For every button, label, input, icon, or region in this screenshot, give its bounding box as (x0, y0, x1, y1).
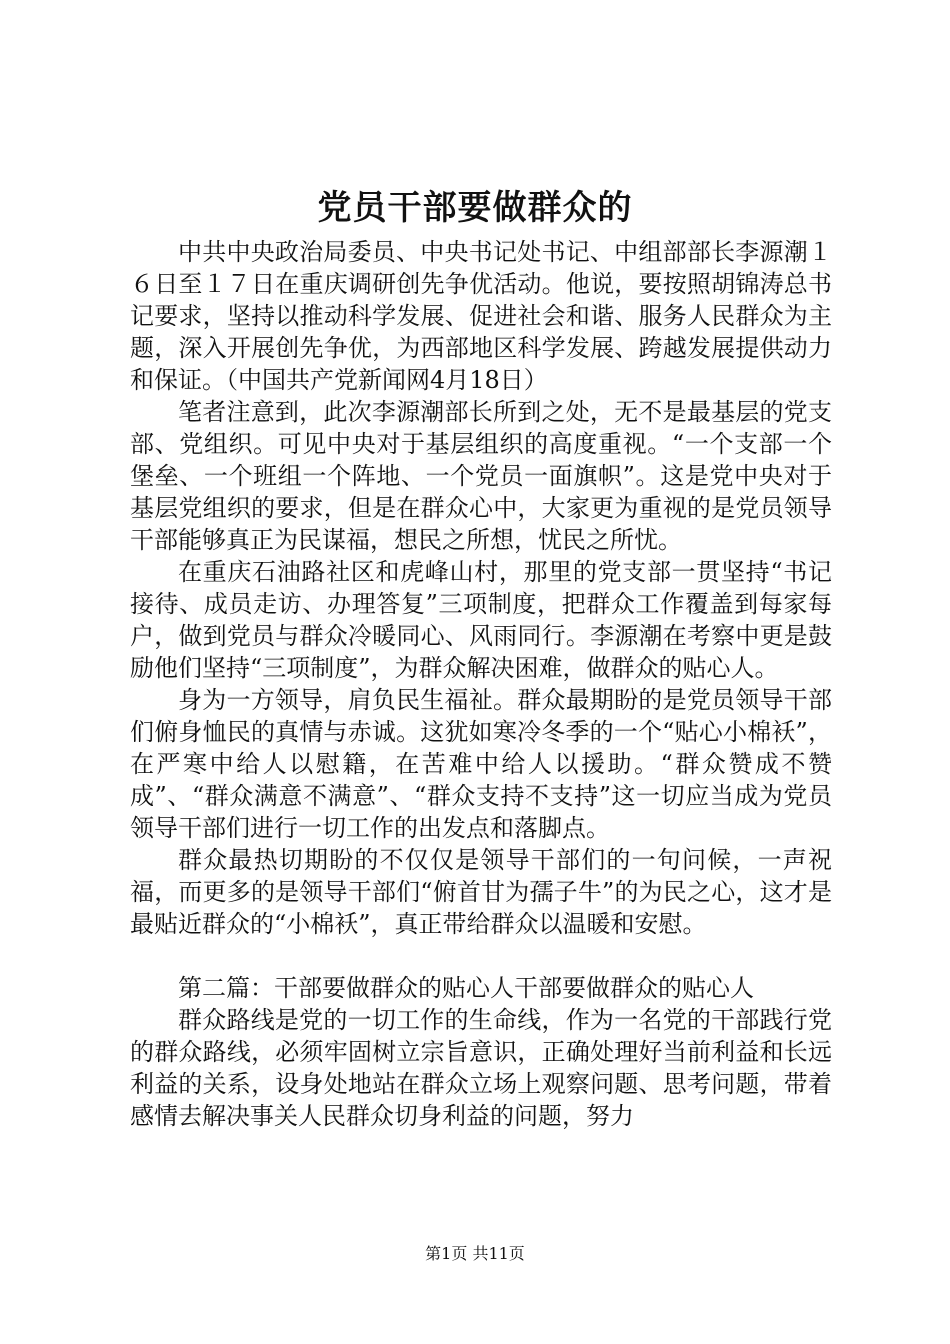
document-title: 党员干部要做群众的 (317, 188, 633, 228)
paragraph: 在重庆石油路社区和虎峰山村，那里的党支部一贯坚持“书记接待、成员走访、办理答复”三项制度，把群众工作覆盖到每家每户，做到党员与群众冷暖同心、风雨同行。李源潮在考察中更是鼓励他们坚持“三项制度”，为群众解决困难，做群众的贴心人。 (130, 558, 832, 682)
section-heading: 第二篇：干部要做群众的贴心人干部要做群众的贴心人 (178, 974, 754, 1002)
page-footer: 第1页 共11页 (425, 1244, 525, 1263)
paragraph: 中共中央政治局委员、中央书记处书记、中组部部长李源潮１６日至１７日在重庆调研创先争优活动。他说，要按照胡锦涛总书记要求，坚持以推动科学发展、促进社会和谐、服务人民群众为主题，深入开展创先争优，为西部地区科学发展、跨越发展提供动力和保证。（中国共产党新闻网4月18日） (130, 238, 832, 394)
paragraph: 群众最热切期盼的不仅仅是领导干部们的一句问候，一声祝福，而更多的是领导干部们“俯首甘为孺子牛”的为民之心，这才是最贴近群众的“小棉袄”，真正带给群众以温暖和安慰。 (130, 846, 832, 938)
document-body (130, 236, 832, 1132)
paragraph: 笔者注意到，此次李源潮部长所到之处，无不是最基层的党支部、党组织。可见中央对于基层组织的高度重视。“一个支部一个堡垒、一个班组一个阵地、一个党员一面旗帜”。这是党中央对于基层党组织的要求，但是在群众心中，大家更为重视的是党员领导干部能够真正为民谋福，想民之所想，忧民之所忧。 (130, 398, 832, 554)
paragraph: 身为一方领导，肩负民生福祉。群众最期盼的是党员领导干部们俯身恤民的真情与赤诚。这犹如寒冷冬季的一个“贴心小棉袄”，在严寒中给人以慰籍，在苦难中给人以援助。“群众赞成不赞成”、“群众满意不满意”、“群众支持不支持”这一切应当成为党员领导干部们进行一切工作的出发点和落脚点。 (130, 686, 832, 842)
paragraph: 群众路线是党的一切工作的生命线，作为一名党的干部践行党的群众路线，必须牢固树立宗旨意识，正确处理好当前利益和长远利益的关系，设身处地站在群众立场上观察问题、思考问题，带着感情去解决事关人民群众切身利益的问题，努力 (130, 1006, 832, 1130)
